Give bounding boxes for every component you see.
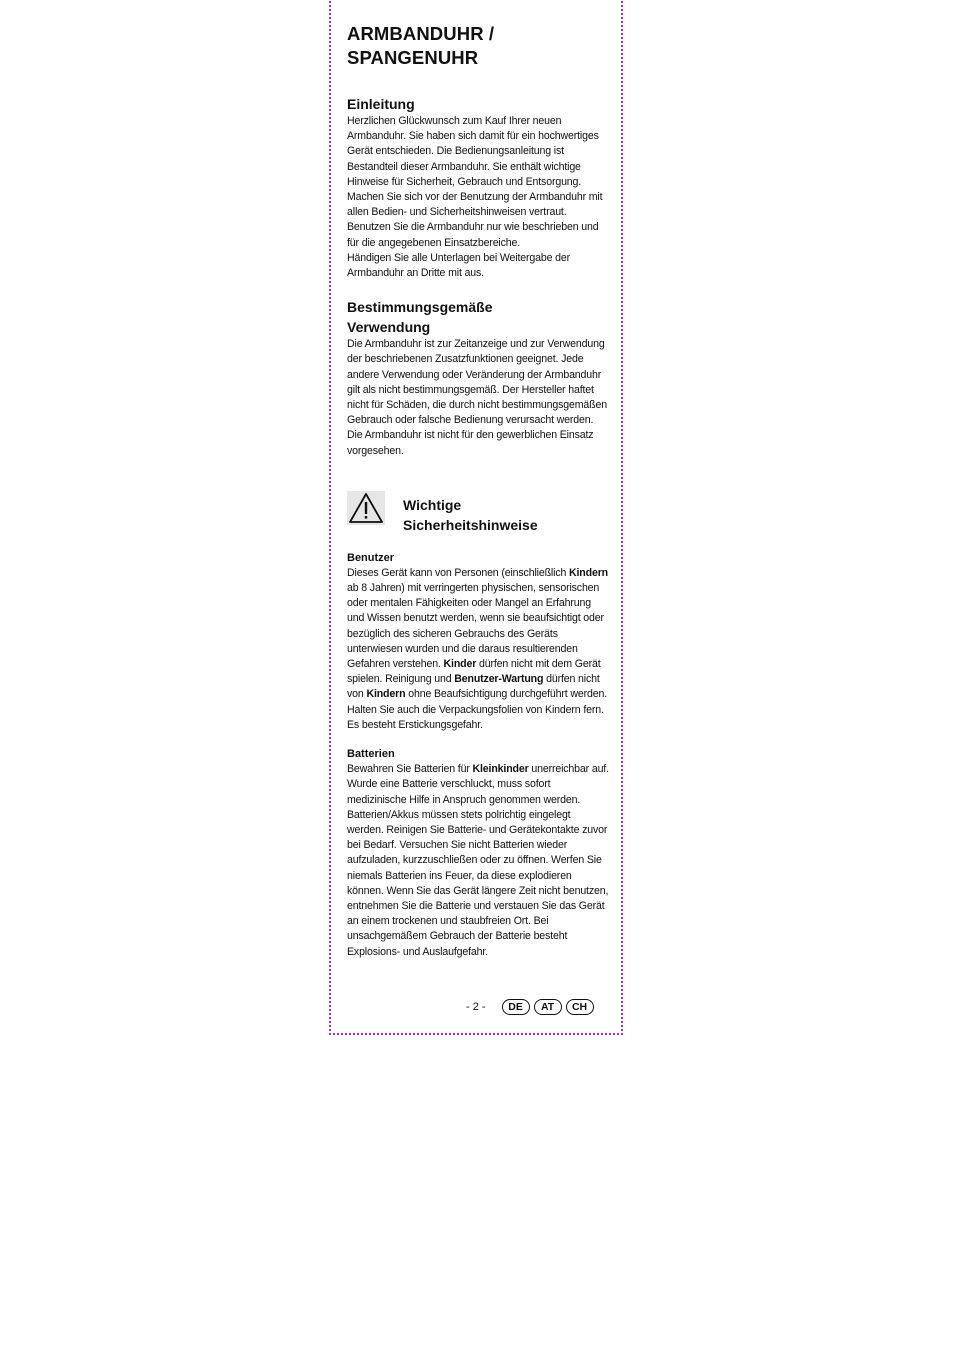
section-einleitung [347, 94, 609, 281]
user-paragraph: Dieses Gerät kann von Personen (einschließlich Kindern ab 8 Jahren) mit verringerten physischen, sensorischen oder mentalen Fähigkeiten oder Mangel an Erfahrung und Wissen benutzt werden, wenn sie beaufsichtigt oder bezüglich des sicheren Gebrauchs des Geräts unterwiesen wurden und die daraus resultierenden Gefahren verstehen. Kinder dürfen nicht mit dem Gerät spielen. Reinigung und Benutzer-Wartung dürfen nicht von Kindern ohne Beaufsichtigung durchgeführt werden. Halten Sie auch die Verpackungsfolien von Kindern fern. Es besteht Erstickungsgefahr. [347, 566, 608, 731]
section-verwendung [347, 297, 609, 459]
section-sicherheit [347, 491, 609, 960]
intro-paragraph: Herzlichen Glückwunsch zum Kauf Ihrer neuen Armbanduhr. Sie haben sich damit für ein hochwertiges Gerät entschieden. Die Bedienungsanleitung ist Bestandteil dieser Armbanduhr. Sie enthält wichtige Hinweise für Sicherheit, Gebrauch und Entsorgung. Machen Sie sich vor der Benutzung der Armbanduhr mit allen Bedien- und Sicherheitshinweisen vertraut. Benutzen Sie die Armbanduhr nur wie beschrieben und für die angegebenen Einsatzbereiche. [347, 115, 603, 249]
country-badge-de: DE [502, 999, 530, 1015]
page-footer [466, 997, 616, 1017]
battery-paragraph: Bewahren Sie Batterien für Kleinkinder unerreichbar auf. Wurde eine Batterie verschluckt, muss sofort medizinische Hilfe in Anspruch genommen werden. Batterien/Akkus müssen stets polrichtig eingelegt werden. Reinigen Sie Batterie- und Gerätekontakte zuvor bei Bedarf. Versuchen Sie nicht Batterien wieder aufzuladen, kurzzuschließen oder zu öffnen. Werfen Sie niemals Batterien ins Feuer, da diese explodieren können. Wenn Sie das Gerät längere Zeit nicht benutzen, entnehmen Sie die Batterie und verstauen Sie das Gerät an einem trockenen und staubfreien Ort. Bei unsachgemäßem Gebrauch der Batterie besteht Explosions- und Auslaufgefahr. [347, 763, 609, 958]
document-title: ARMBANDUHR / SPANGENUHR [347, 23, 495, 68]
warning-triangle-icon [347, 491, 385, 525]
page-number: - 2 - [466, 1001, 486, 1013]
safety-heading-row [347, 491, 609, 535]
heading-einleitung: Einleitung [347, 96, 415, 112]
heading-benutzer: Benutzer [347, 551, 395, 564]
heading-verwendung: Bestimmungsgemäße Verwendung [347, 299, 493, 336]
heading-sicherheitshinweise: Wichtige Sicherheitshinweise [403, 496, 538, 533]
usage-paragraph: Die Armbanduhr ist zur Zeitanzeige und zur Verwendung der beschriebenen Zusatzfunktionen geeignet. Jede andere Verwendung oder Veränderung der Armbanduhr gilt als nicht bestimmungsgemäß. Der Hersteller haftet nicht für Schäden, die durch nicht bestimmungsgemäßen Gebrauch oder falsche Bedienung verursacht werden. Die Armbanduhr ist nicht für den gewerblichen Einsatz vorgesehen. [347, 338, 607, 457]
heading-batterien: Batterien [347, 748, 395, 761]
country-badge-at: AT [534, 999, 562, 1015]
document-content [347, 22, 609, 960]
country-badge-ch: CH [566, 999, 594, 1015]
intro-paragraph-2: Händigen Sie alle Unterlagen bei Weitergabe der Armbanduhr an Dritte mit aus. [347, 251, 571, 280]
